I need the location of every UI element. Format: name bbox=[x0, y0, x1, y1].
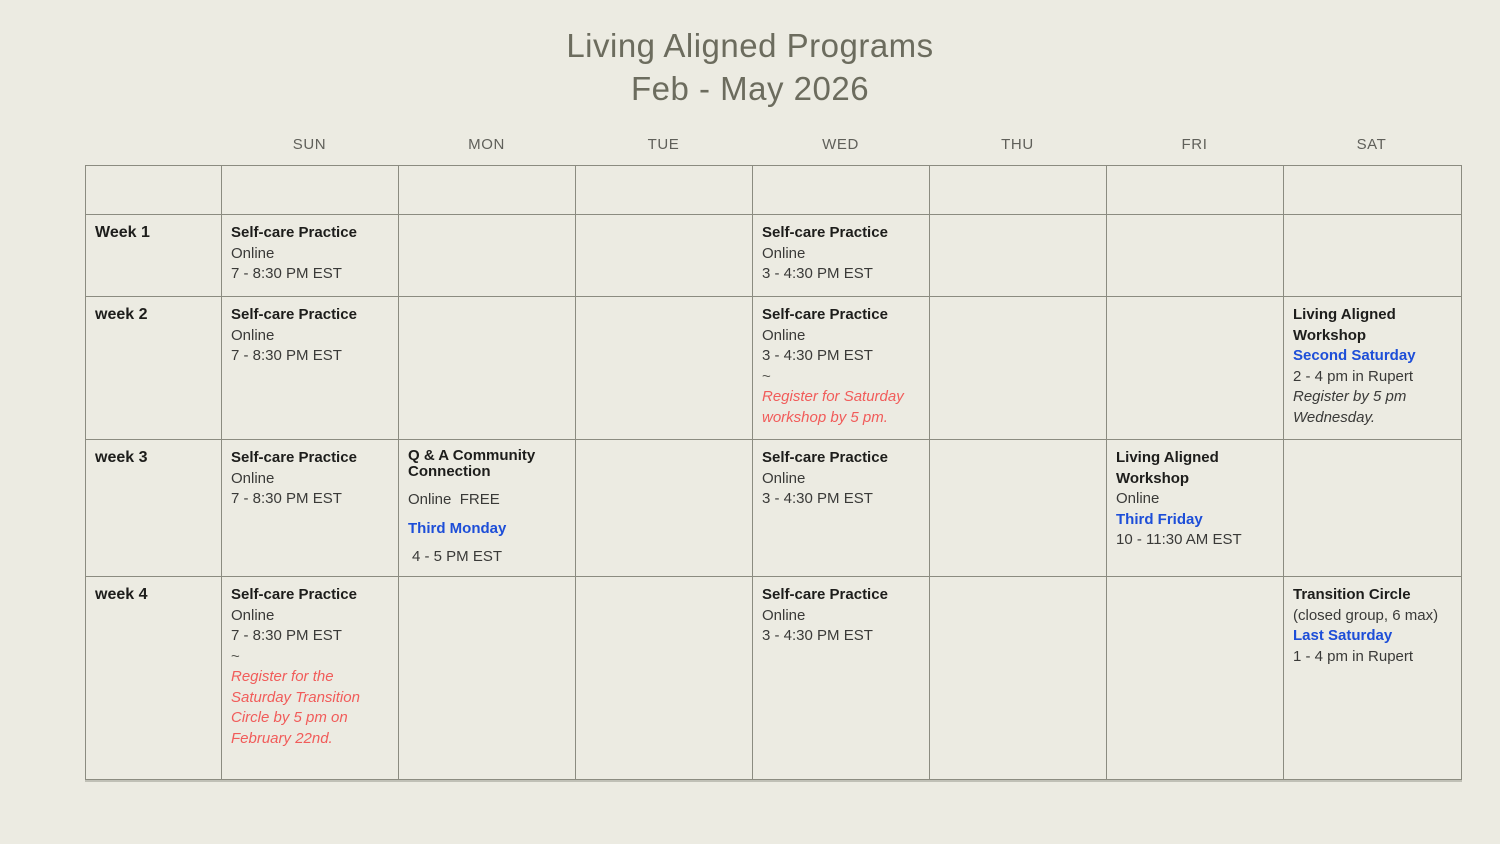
cell-week2-wed bbox=[753, 297, 930, 440]
event-title: Transition Circle bbox=[1293, 586, 1411, 603]
event-subtitle: (closed group, 6 max) bbox=[1293, 606, 1439, 624]
event-time: 2 - 4 pm in Rupert bbox=[1293, 367, 1414, 385]
cell-week2-tue bbox=[576, 297, 753, 440]
separator-tilde: ~ bbox=[231, 647, 240, 665]
cell-row0-sat bbox=[1284, 166, 1461, 215]
cell-week3-sat bbox=[1284, 440, 1461, 577]
cell-week1-tue bbox=[576, 215, 753, 297]
cell-week1-sat bbox=[1284, 215, 1461, 297]
cell-week4-wed bbox=[753, 577, 930, 779]
event-title: Self-care Practice bbox=[762, 449, 888, 466]
event-title: Living Aligned Workshop bbox=[1116, 449, 1219, 487]
cell-week3-fri bbox=[1107, 440, 1284, 577]
cell-week1-mon bbox=[399, 215, 576, 297]
event-day-highlight: Third Friday bbox=[1116, 510, 1203, 528]
week1-label: Week 1 bbox=[95, 224, 150, 241]
event-day-highlight: Last Saturday bbox=[1293, 627, 1393, 644]
cell-week1-thu bbox=[930, 215, 1107, 297]
event-title: Self-care Practice bbox=[762, 306, 888, 323]
cell-row0-label bbox=[86, 166, 222, 215]
cell-week4-mon bbox=[399, 577, 576, 779]
event-time: 7 - 8:30 PM EST bbox=[231, 347, 342, 364]
event-time: 1 - 4 pm in Rupert bbox=[1293, 647, 1414, 665]
cell-week4-sat bbox=[1284, 577, 1461, 779]
calendar-table bbox=[85, 165, 1462, 780]
cell-row0-mon bbox=[399, 166, 576, 215]
event-location: Online bbox=[231, 606, 275, 624]
cell-week3-mon bbox=[399, 440, 576, 577]
event-time: 7 - 8:30 PM EST bbox=[231, 490, 342, 507]
event-title: Q & A Community Connection bbox=[408, 447, 536, 480]
event-title: Self-care Practice bbox=[231, 586, 357, 603]
event-title: Self-care Practice bbox=[231, 449, 357, 466]
event-time: 7 - 8:30 PM EST bbox=[231, 265, 342, 282]
cell-week1-label bbox=[86, 215, 222, 297]
registration-note: Register for the Saturday Transition Circle by 5 pm on February 22nd. bbox=[231, 668, 360, 747]
event-title: Self-care Practice bbox=[762, 224, 888, 241]
event-location: Online bbox=[231, 469, 275, 487]
event-time: 3 - 4:30 PM EST bbox=[762, 347, 873, 364]
event-location: Online bbox=[762, 606, 806, 624]
event-time: 4 - 5 PM EST bbox=[412, 548, 503, 565]
page-title bbox=[0, 0, 1500, 110]
registration-note: Register by 5 pm Wednesday. bbox=[1293, 388, 1407, 426]
event-day-highlight: Second Saturday bbox=[1293, 347, 1416, 364]
cell-week2-label bbox=[86, 297, 222, 440]
cell-week3-tue bbox=[576, 440, 753, 577]
event-location: Online bbox=[231, 244, 275, 262]
event-location: Online bbox=[762, 469, 806, 487]
event-title: Self-care Practice bbox=[231, 224, 357, 241]
event-time: 3 - 4:30 PM EST bbox=[762, 265, 873, 282]
day-header-mon: MON bbox=[468, 136, 505, 153]
event-time: 3 - 4:30 PM EST bbox=[762, 627, 873, 644]
event-location: Online bbox=[231, 326, 275, 344]
day-header-sun: SUN bbox=[292, 136, 327, 153]
week4-label: week 4 bbox=[95, 586, 148, 603]
day-header-sat: SAT bbox=[1356, 136, 1387, 153]
day-header-wed: WED bbox=[822, 136, 859, 153]
title-line-2: Feb - May 2026 bbox=[630, 70, 870, 107]
event-title: Self-care Practice bbox=[231, 306, 357, 323]
cell-week3-label bbox=[86, 440, 222, 577]
cell-row0-fri bbox=[1107, 166, 1284, 215]
cell-week4-label bbox=[86, 577, 222, 779]
day-header-thu: THU bbox=[1001, 136, 1034, 153]
event-day-highlight: Third Monday bbox=[408, 519, 507, 537]
event-title: Living Aligned Workshop bbox=[1293, 306, 1396, 344]
event-time: 7 - 8:30 PM EST bbox=[231, 627, 342, 644]
event-location: Online FREE bbox=[408, 491, 500, 508]
cell-week2-fri bbox=[1107, 297, 1284, 440]
cell-week4-thu bbox=[930, 577, 1107, 779]
event-location: Online bbox=[762, 326, 806, 344]
cell-row0-wed bbox=[753, 166, 930, 215]
cell-row0-thu bbox=[930, 166, 1107, 215]
event-title: Self-care Practice bbox=[762, 586, 888, 603]
event-location: Online bbox=[1116, 490, 1160, 507]
day-header-fri: FRI bbox=[1181, 136, 1208, 153]
cell-week3-sun bbox=[222, 440, 399, 577]
title-line-1: Living Aligned Programs bbox=[566, 27, 934, 64]
day-header-row bbox=[85, 136, 1500, 153]
cell-week3-wed bbox=[753, 440, 930, 577]
cell-week4-tue bbox=[576, 577, 753, 779]
cell-row0-sun bbox=[222, 166, 399, 215]
cell-row0-tue bbox=[576, 166, 753, 215]
event-time: 3 - 4:30 PM EST bbox=[762, 490, 873, 507]
cell-week1-sun bbox=[222, 215, 399, 297]
cell-week2-thu bbox=[930, 297, 1107, 440]
day-header-spacer bbox=[85, 136, 221, 153]
day-header-tue: TUE bbox=[647, 136, 680, 153]
registration-note: Register for Saturday workshop by 5 pm. bbox=[762, 388, 904, 426]
cell-week1-wed bbox=[753, 215, 930, 297]
cell-week1-fri bbox=[1107, 215, 1284, 297]
week3-label: week 3 bbox=[95, 449, 148, 466]
separator-tilde: ~ bbox=[762, 367, 771, 385]
cell-week3-thu bbox=[930, 440, 1107, 577]
cell-week4-sun bbox=[222, 577, 399, 779]
cell-week4-fri bbox=[1107, 577, 1284, 779]
event-location: Online bbox=[762, 244, 806, 262]
week2-label: week 2 bbox=[95, 306, 148, 323]
cell-week2-sun bbox=[222, 297, 399, 440]
event-time: 10 - 11:30 AM EST bbox=[1116, 531, 1242, 548]
cell-week2-sat bbox=[1284, 297, 1461, 440]
cell-week2-mon bbox=[399, 297, 576, 440]
